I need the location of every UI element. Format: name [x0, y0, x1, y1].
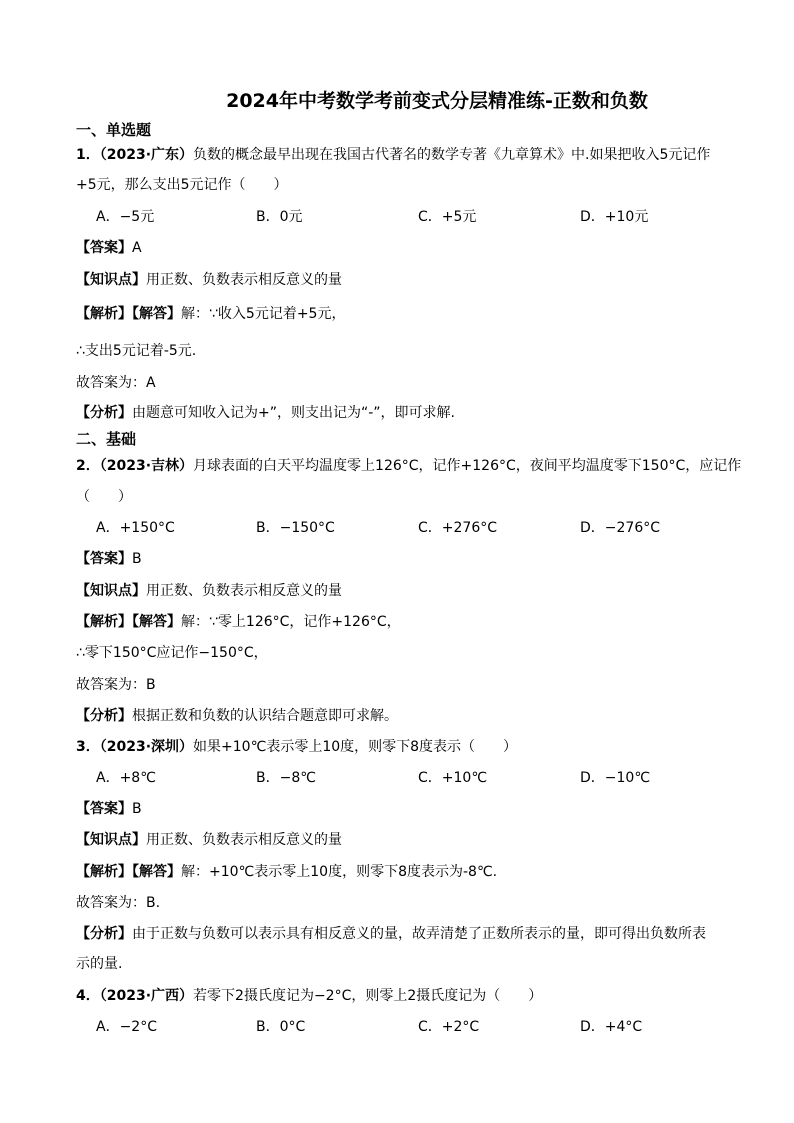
question-2-text: 月球表面的白天平均温度零上126°C，记作+126°C，夜间平均温度零下150°C，应记作 — [193, 458, 742, 474]
question-3-number: 3． — [76, 739, 100, 755]
question-2-answer — [76, 549, 142, 569]
answer-tag: 【答案】 — [76, 551, 132, 567]
question-3-source: （2023·深圳） — [99, 739, 194, 755]
analysis-text: 解：∵零上126°C，记作+126°C， — [181, 614, 401, 630]
question-1-analysis-line-2: ∴支出5元记着-5元. — [76, 343, 197, 359]
section-heading-basic: 二、基础 — [76, 430, 137, 448]
question-3-answer — [76, 799, 142, 819]
fenxi-tag: 【分析】 — [76, 926, 132, 942]
question-4-number: 4． — [76, 988, 100, 1004]
answer-value: B — [132, 801, 142, 817]
question-1-knowledge-point — [76, 270, 342, 290]
question-4-option-d: D．+4°C — [580, 1019, 643, 1035]
section-heading-single-choice: 一、单选题 — [76, 121, 152, 139]
question-3-fenxi-line-2: 示的量. — [76, 956, 123, 972]
question-1-option-b: B．0元 — [256, 209, 303, 225]
fenxi-tag: 【分析】 — [76, 708, 132, 724]
question-3-option-c: C．+10℃ — [418, 770, 488, 786]
question-4-line-1 — [76, 986, 542, 1006]
question-4-text: 若零下2摄氏度记为−2°C，则零上2摄氏度记为（ ） — [193, 988, 543, 1004]
question-2-analysis-line-1 — [76, 612, 401, 632]
question-3-line-1 — [76, 737, 517, 757]
analysis-tag: 【解析】【解答】 — [76, 306, 181, 322]
question-1-option-a: A．−5元 — [96, 209, 155, 225]
analysis-tag: 【解析】【解答】 — [76, 614, 181, 630]
fenxi-text: 根据正数和负数的认识结合题意即可求解。 — [132, 708, 398, 724]
answer-tag: 【答案】 — [76, 801, 132, 817]
fenxi-text: 由于正数与负数可以表示具有相反意义的量，故弄清楚了正数所表示的量，即可得出负数所表 — [132, 926, 706, 942]
knowledge-point-tag: 【知识点】 — [76, 832, 146, 848]
question-1-number: 1． — [76, 147, 100, 163]
question-2-line-2: （ ） — [76, 489, 132, 505]
answer-tag: 【答案】 — [76, 240, 132, 256]
answer-value: A — [132, 240, 142, 256]
question-4-option-c: C．+2°C — [418, 1019, 480, 1035]
question-4-option-b: B．0°C — [256, 1019, 306, 1035]
knowledge-point-tag: 【知识点】 — [76, 583, 146, 599]
question-2-option-b: B．−150°C — [256, 520, 335, 536]
question-1-text: 负数的概念最早出现在我国古代著名的数学专著《九章算术》中.如果把收入5元记作 — [193, 147, 711, 163]
question-1-final-answer: 故答案为：A — [76, 375, 156, 391]
question-3-option-d: D．−10℃ — [580, 770, 651, 786]
question-2-line-1 — [76, 456, 741, 476]
question-1-line-1 — [76, 145, 710, 165]
question-3-fenxi-line-1 — [76, 924, 706, 944]
question-4-option-a: A．−2°C — [96, 1019, 157, 1035]
question-2-knowledge-point — [76, 581, 342, 601]
question-1-option-c: C．+5元 — [418, 209, 477, 225]
question-2-analysis-line-2: ∴零下150°C应记作−150°C， — [76, 645, 268, 661]
answer-value: B — [132, 551, 142, 567]
question-3-knowledge-point — [76, 830, 342, 850]
analysis-tag: 【解析】【解答】 — [76, 864, 181, 880]
knowledge-point-tag: 【知识点】 — [76, 272, 146, 288]
question-2-number: 2． — [76, 458, 100, 474]
analysis-text: 解：∵收入5元记着+5元， — [181, 306, 346, 322]
question-4-source: （2023·广西） — [99, 988, 194, 1004]
question-2-option-c: C．+276°C — [418, 520, 498, 536]
question-3-text: 如果+10℃表示零上10度，则零下8度表示（ ） — [193, 739, 518, 755]
fenxi-tag: 【分析】 — [76, 405, 132, 421]
question-2-option-d: D．−276°C — [580, 520, 661, 536]
knowledge-point-text: 用正数、负数表示相反意义的量 — [146, 832, 342, 848]
question-1-answer — [76, 238, 142, 258]
question-1-source: （2023·广东） — [99, 147, 194, 163]
question-1-line-2: +5元，那么支出5元记作（ ） — [76, 177, 288, 193]
question-3-analysis — [76, 862, 497, 882]
question-1-analysis-line-1 — [76, 304, 345, 324]
knowledge-point-text: 用正数、负数表示相反意义的量 — [146, 272, 342, 288]
question-2-source: （2023·吉林） — [99, 458, 194, 474]
document-title: 2024年中考数学考前变式分层精准练-正数和负数 — [226, 90, 648, 112]
analysis-text: 解：+10℃表示零上10度，则零下8度表示为-8℃. — [181, 864, 498, 880]
fenxi-text: 由题意可知收入记为+”，则支出记为“-”，即可求解. — [132, 405, 455, 421]
question-3-option-a: A．+8℃ — [96, 770, 156, 786]
question-1-fenxi — [76, 403, 455, 423]
question-1-option-d: D．+10元 — [580, 209, 649, 225]
question-3-option-b: B．−8℃ — [256, 770, 316, 786]
question-3-final-answer: 故答案为：B. — [76, 895, 161, 911]
question-2-option-a: A．+150°C — [96, 520, 175, 536]
knowledge-point-text: 用正数、负数表示相反意义的量 — [146, 583, 342, 599]
question-2-fenxi — [76, 706, 398, 726]
question-2-final-answer: 故答案为：B — [76, 677, 156, 693]
